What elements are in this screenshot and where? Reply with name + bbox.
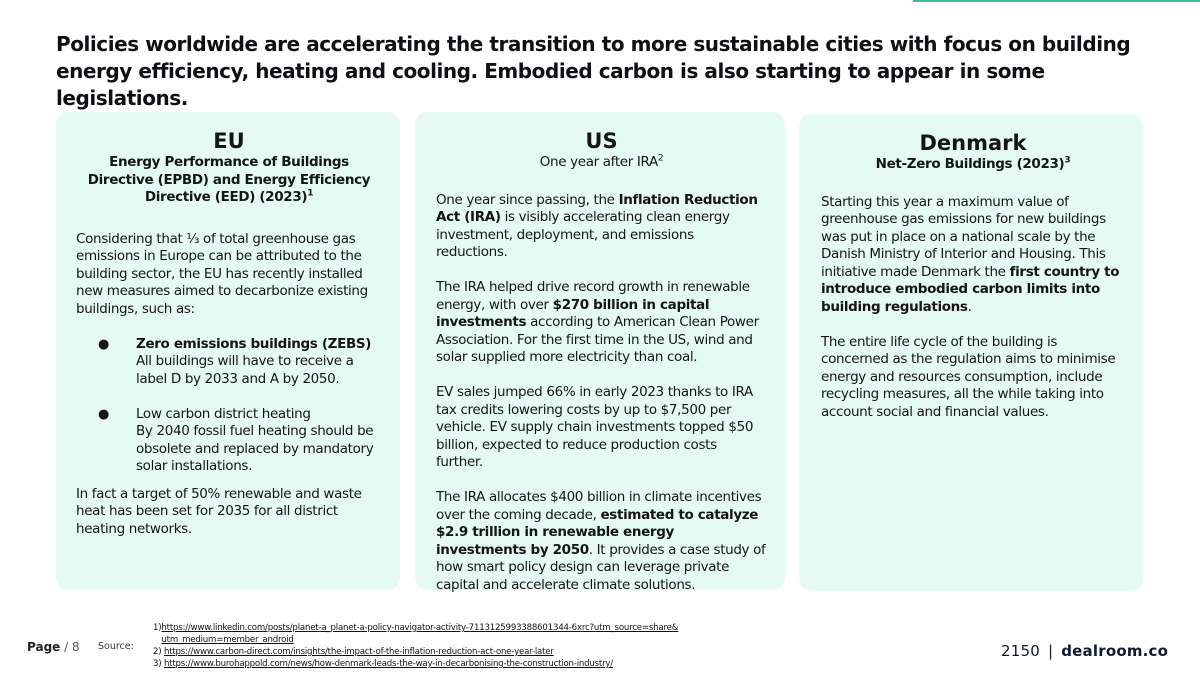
source-item: 3) https://www.burohappold.com/news/how-denmark-leads-the-way-in-decarbonising-the-construction-industry/	[153, 659, 613, 669]
eu-bullet-heating-title: Low carbon district heating	[136, 405, 311, 422]
us-policy-card	[415, 112, 785, 593]
eu-bullet-zebs	[98, 336, 382, 389]
eu-intro-text: Considering that ⅓ of total greenhouse gas emissions in Europe can be attributed to the building sector, the EU has recently installed new measures aimed to decarbonize existing buildings, such as:	[76, 230, 368, 317]
us-card-subtitle	[436, 154, 767, 172]
us-subtitle-text: One year after IRA	[539, 154, 658, 170]
denmark-subtitle-text: Net-Zero Buildings (2023)	[875, 156, 1065, 172]
source-item: 2) https://www.carbon-direct.com/insights/the-impact-of-the-inflation-reduction-act-one-year-later	[153, 647, 554, 657]
page-number: Page / 8	[27, 640, 80, 654]
us-paragraph-ira: One year since passing, the Inflation Reduction Act (IRA) is visibly accelerating clean energy investment, deployment, and emissions reductions.	[436, 191, 758, 260]
denmark-card-subtitle	[821, 156, 1125, 174]
source-item: 1) https://www.linkedin.com/posts/planet-a_planet-a-policy-navigator-activity-7113125993388601344-6xrc?utm_source=share&utm_medium=member_android	[153, 622, 683, 646]
brand-dealroom: dealroom.co	[1061, 642, 1169, 660]
eu-bullet-heating-text: By 2040 fossil fuel heating should be obsolete and replaced by mandatory solar installations.	[136, 423, 374, 474]
eu-bullet-district-heating	[98, 406, 382, 476]
bullet-icon: ●	[98, 406, 109, 422]
denmark-policy-card	[799, 114, 1143, 591]
us-card-title: US	[585, 129, 618, 153]
us-paragraph-renewables: The IRA helped drive record growth in renewable energy, with over $270 billion in capital investments according to American Clean Power Association. For the first time in the US, wind and solar supplied more electricity than coal.	[436, 279, 759, 365]
source-link-1[interactable]: https://www.linkedin.com/posts/planet-a_planet-a-policy-navigator-activity-7113125993388601344-6xrc?utm_source=share&utm_medium=member_android	[161, 623, 679, 645]
eu-policy-card	[56, 112, 400, 590]
page-headline: Policies worldwide are accelerating the transition to more sustainable cities with focus on building energy efficiency, heating and cooling. Embodied carbon is also starting to appear in some legislations.	[56, 32, 1131, 110]
eu-card-subtitle	[76, 154, 382, 207]
us-subtitle-footnote-ref: 2	[657, 153, 664, 164]
eu-card-title: EU	[213, 129, 245, 153]
source-list	[153, 622, 683, 670]
eu-bullet-zebs-title: Zero emissions buildings (ZEBS)	[136, 335, 372, 352]
brand-separator: |	[1047, 642, 1054, 660]
source-link-2[interactable]: https://www.carbon-direct.com/insights/the-impact-of-the-inflation-reduction-act-one-year-later	[163, 647, 554, 657]
us-paragraph-climate-incentives: The IRA allocates $400 billion in climate incentives over the coming decade, estimated to catalyze $2.9 trillion in renewable energy investments by 2050. It provides a case study of how smart policy design can leverage private capital and accelerate climate solutions.	[436, 489, 766, 593]
eu-bullet-zebs-text: All buildings will have to receive a label D by 2033 and A by 2050.	[136, 353, 354, 387]
eu-subtitle-footnote-ref: 1	[307, 188, 314, 199]
denmark-subtitle-footnote-ref: 3	[1064, 155, 1071, 166]
bullet-icon: ●	[98, 336, 109, 352]
us-paragraph-ev-sales: EV sales jumped 66% in early 2023 thanks to IRA tax credits lowering costs by up to $7,500 per vehicle. EV supply chain investments topped $50 billion, expected to reduce production costs further.	[436, 384, 754, 470]
denmark-paragraph-life-cycle: The entire life cycle of the building is concerned as the regulation aims to minimise energy and resources consumption, include recycling measures, all the while taking into account social and financial values.	[821, 333, 1116, 420]
brand-logo	[1001, 642, 1168, 660]
denmark-card-title: Denmark	[919, 131, 1027, 155]
denmark-paragraph-emission-limits: Starting this year a maximum value of greenhouse gas emissions for new buildings was put in place on a national scale by the Danish Ministry of Interior and Housing. This initiative made Denmark the first country to introduce embodied carbon limits into building regulations.	[821, 193, 1120, 315]
eu-subtitle-text: Energy Performance of Buildings Directive (EPBD) and Energy Efficiency Directive (EED) (2023)	[87, 154, 371, 205]
source-link-3[interactable]: https://www.burohappold.com/news/how-denmark-leads-the-way-in-decarbonising-the-construction-industry/	[163, 659, 613, 669]
eu-renewable-target-note: In fact a target of 50% renewable and waste heat has been set for 2035 for all district heating networks.	[76, 485, 362, 537]
source-label: Source:	[98, 641, 134, 652]
top-accent-line	[913, 0, 1200, 2]
brand-2150: 2150	[1001, 642, 1040, 660]
